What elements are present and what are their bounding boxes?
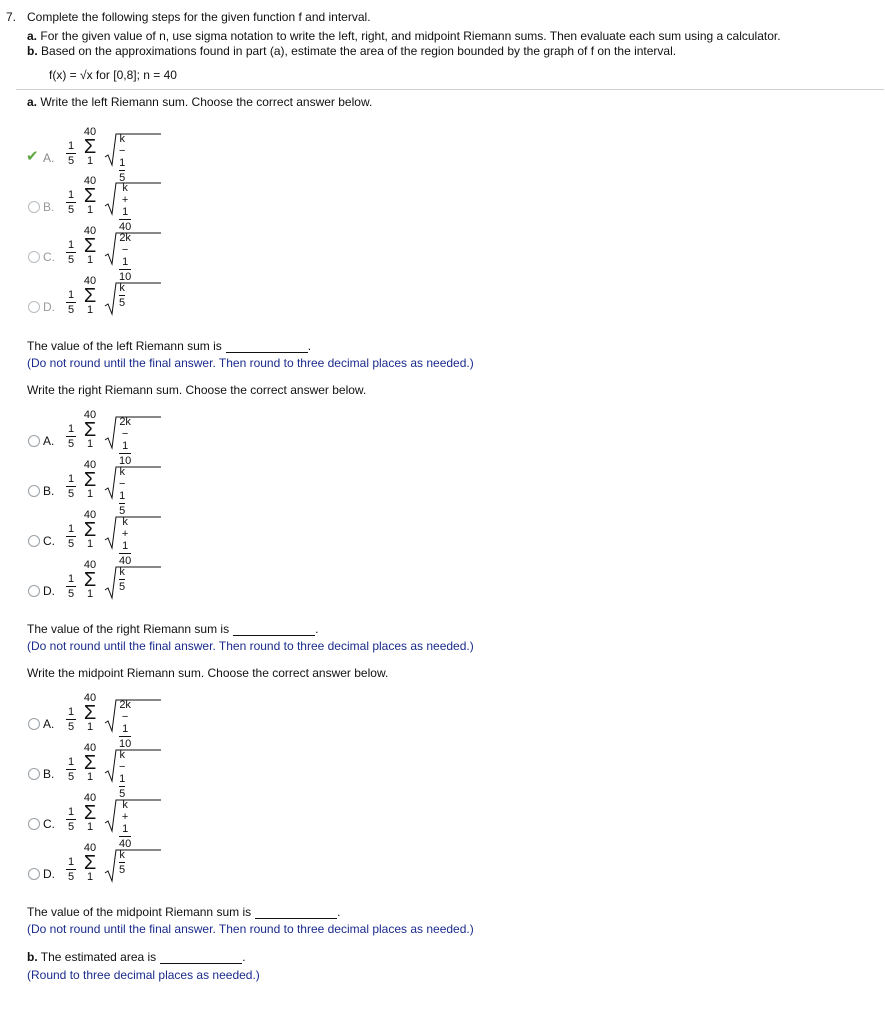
radicand-denominator: 5 xyxy=(119,297,126,309)
coefficient-numerator: 1 xyxy=(67,523,75,535)
fraction-bar xyxy=(66,819,76,820)
coefficient-fraction xyxy=(66,189,76,216)
radicand-numerator: k − 1 xyxy=(119,133,126,169)
part-b-result-label: b. xyxy=(27,950,38,964)
sigma-icon: Σ xyxy=(83,519,97,541)
radicand-numerator: k + 1 xyxy=(121,799,129,835)
question-title: Complete the following steps for the given function f and interval. xyxy=(27,10,371,24)
coefficient-denominator: 5 xyxy=(67,254,75,266)
radicand-numerator: k xyxy=(119,566,125,578)
fraction-bar xyxy=(66,719,76,720)
fraction-bar xyxy=(66,536,76,537)
coefficient-fraction xyxy=(66,239,76,266)
sum-lower-limit: 1 xyxy=(86,871,94,883)
fraction-bar xyxy=(66,153,76,154)
radio-button[interactable] xyxy=(28,868,40,880)
choice-letter: C. xyxy=(43,534,55,548)
coefficient-numerator: 1 xyxy=(67,473,75,485)
coefficient-denominator: 5 xyxy=(67,204,75,216)
summation xyxy=(79,743,101,783)
fraction-bar xyxy=(66,202,76,203)
choice-letter: C. xyxy=(43,250,55,264)
choice-letter: A. xyxy=(43,434,55,448)
radicand-denominator: 5 xyxy=(119,788,126,800)
radicand-denominator: 5 xyxy=(119,864,126,876)
fraction-bar xyxy=(66,486,76,487)
radio-button[interactable] xyxy=(28,301,40,313)
summation xyxy=(79,460,101,500)
radicand-numerator: 2k − 1 xyxy=(119,416,131,452)
sum-upper-limit: 40 xyxy=(83,792,97,804)
radicand-denominator: 10 xyxy=(119,455,132,467)
sigma-icon: Σ xyxy=(83,702,97,724)
fraction-bar xyxy=(66,769,76,770)
fraction-bar xyxy=(119,579,125,580)
radicand-denominator: 40 xyxy=(119,221,132,233)
part-a-heading-label: a. xyxy=(27,95,38,109)
coefficient-fraction xyxy=(66,806,76,833)
midpoint-result-label: The value of the midpoint Riemann sum is xyxy=(27,905,252,919)
coefficient-fraction xyxy=(66,756,76,783)
choice-letter: D. xyxy=(43,300,55,314)
sigma-icon: Σ xyxy=(83,235,97,257)
part-b-instruction xyxy=(27,44,676,58)
radio-button[interactable] xyxy=(28,585,40,597)
coefficient-denominator: 5 xyxy=(67,304,75,316)
coefficient-fraction xyxy=(66,423,76,450)
radio-button[interactable] xyxy=(28,535,40,547)
fraction-bar xyxy=(66,252,76,253)
radical-sign-icon xyxy=(103,133,163,167)
radicand-fraction xyxy=(117,182,133,233)
radicand-numerator: k + 1 xyxy=(121,516,129,552)
divider xyxy=(16,89,884,90)
summation xyxy=(79,276,101,316)
part-a-text: For the given value of n, use sigma notation to write the left, right, and midpoint Riemann sums. Then evaluate each sum using a calculator. xyxy=(40,29,781,43)
part-b-result-text: The estimated area is xyxy=(40,950,157,964)
radicand-numerator: k − 1 xyxy=(119,749,126,785)
radical-sign-icon xyxy=(103,749,163,783)
choice-letter: B. xyxy=(43,484,55,498)
sum-upper-limit: 40 xyxy=(83,459,97,471)
right-result-label: The value of the right Riemann sum is xyxy=(27,622,230,636)
coefficient-numerator: 1 xyxy=(67,423,75,435)
sum-lower-limit: 1 xyxy=(86,721,94,733)
sigma-icon: Σ xyxy=(83,185,97,207)
fraction-bar xyxy=(119,453,131,454)
radicand-denominator: 10 xyxy=(119,271,132,283)
sigma-icon: Σ xyxy=(83,852,97,874)
fraction-bar xyxy=(119,170,125,171)
coefficient-numerator: 1 xyxy=(67,189,75,201)
radicand-numerator: 2k − 1 xyxy=(119,232,131,268)
radicand-denominator: 40 xyxy=(119,838,132,850)
radio-button[interactable] xyxy=(28,768,40,780)
choice-letter: C. xyxy=(43,817,55,831)
fraction-bar xyxy=(119,786,125,787)
sum-lower-limit: 1 xyxy=(86,204,94,216)
sum-lower-limit: 1 xyxy=(86,254,94,266)
radio-button[interactable] xyxy=(28,718,40,730)
coefficient-numerator: 1 xyxy=(67,239,75,251)
coefficient-numerator: 1 xyxy=(67,756,75,768)
coefficient-denominator: 5 xyxy=(67,438,75,450)
sum-lower-limit: 1 xyxy=(86,771,94,783)
sum-upper-limit: 40 xyxy=(83,225,97,237)
radicand-denominator: 5 xyxy=(119,505,126,517)
left-result-line: The value of the left Riemann sum is . xyxy=(27,339,312,353)
sigma-icon: Σ xyxy=(83,285,97,307)
midpoint-sum-heading: Write the midpoint Riemann sum. Choose the correct answer below. xyxy=(27,666,389,680)
sigma-icon: Σ xyxy=(83,469,97,491)
coefficient-fraction xyxy=(66,573,76,600)
sigma-icon: Σ xyxy=(83,802,97,824)
part-b-label: b. xyxy=(27,44,38,58)
sum-lower-limit: 1 xyxy=(86,488,94,500)
sigma-icon: Σ xyxy=(83,419,97,441)
fraction-bar xyxy=(119,219,131,220)
radicand-fraction xyxy=(117,133,127,184)
midpoint-note: (Do not round until the final answer. Then round to three decimal places as needed.) xyxy=(27,922,474,936)
part-b-result-line: b. The estimated area is . xyxy=(27,950,246,964)
sum-upper-limit: 40 xyxy=(83,842,97,854)
coefficient-denominator: 5 xyxy=(67,538,75,550)
question-number: 7. xyxy=(6,10,17,24)
summation xyxy=(79,127,101,167)
sum-lower-limit: 1 xyxy=(86,538,94,550)
coefficient-numerator: 1 xyxy=(67,806,75,818)
fraction-bar xyxy=(119,836,131,837)
summation xyxy=(79,176,101,216)
part-b-note: (Round to three decimal places as needed.) xyxy=(27,968,260,982)
summation xyxy=(79,793,101,833)
right-sum-heading: Write the right Riemann sum. Choose the correct answer below. xyxy=(27,383,367,397)
function-definition: f(x) = √x for [0,8]; n = 40 xyxy=(49,68,177,82)
radicand-fraction xyxy=(117,516,133,567)
coefficient-numerator: 1 xyxy=(67,140,75,152)
sum-upper-limit: 40 xyxy=(83,175,97,187)
sum-lower-limit: 1 xyxy=(86,438,94,450)
choice-letter: B. xyxy=(43,767,55,781)
right-note: (Do not round until the final answer. Then round to three decimal places as needed.) xyxy=(27,639,474,653)
right-sum-answer-input[interactable] xyxy=(233,623,315,636)
radicand-numerator: 2k − 1 xyxy=(119,699,131,735)
radical-sign-icon xyxy=(103,566,163,600)
radicand-fraction xyxy=(117,416,133,467)
summation xyxy=(79,560,101,600)
radicand-denominator: 5 xyxy=(119,172,126,184)
radicand-denominator: 5 xyxy=(119,581,126,593)
choice-letter: B. xyxy=(43,200,55,214)
radical-sign-icon xyxy=(103,466,163,500)
coefficient-denominator: 5 xyxy=(67,155,75,167)
sum-upper-limit: 40 xyxy=(83,509,97,521)
radical-sign-icon xyxy=(103,849,163,883)
radicand-fraction xyxy=(117,799,133,850)
fraction-bar xyxy=(119,553,131,554)
sigma-icon: Σ xyxy=(83,136,97,158)
sum-upper-limit: 40 xyxy=(83,409,97,421)
coefficient-fraction xyxy=(66,856,76,883)
summation xyxy=(79,843,101,883)
checkmark-icon: ✔ xyxy=(26,148,39,165)
radical-sign-icon xyxy=(103,282,163,316)
sum-lower-limit: 1 xyxy=(86,304,94,316)
coefficient-numerator: 1 xyxy=(67,289,75,301)
fraction-bar xyxy=(66,436,76,437)
radicand-fraction xyxy=(117,232,133,283)
radicand-fraction xyxy=(117,699,133,750)
left-sum-heading-text: Write the left Riemann sum. Choose the correct answer below. xyxy=(40,95,373,109)
radio-button[interactable] xyxy=(28,251,40,263)
radicand-denominator: 10 xyxy=(119,738,132,750)
sum-lower-limit: 1 xyxy=(86,821,94,833)
coefficient-denominator: 5 xyxy=(67,488,75,500)
fraction-bar xyxy=(119,862,125,863)
coefficient-numerator: 1 xyxy=(67,706,75,718)
choice-letter: D. xyxy=(43,584,55,598)
radicand-fraction xyxy=(117,282,127,309)
radicand-fraction xyxy=(117,566,127,593)
summation xyxy=(79,410,101,450)
coefficient-numerator: 1 xyxy=(67,573,75,585)
midpoint-result-line: The value of the midpoint Riemann sum is . xyxy=(27,905,341,919)
radio-button[interactable] xyxy=(28,201,40,213)
sum-upper-limit: 40 xyxy=(83,559,97,571)
coefficient-fraction xyxy=(66,289,76,316)
sigma-icon: Σ xyxy=(83,752,97,774)
sum-upper-limit: 40 xyxy=(83,126,97,138)
radicand-numerator: k + 1 xyxy=(121,182,129,218)
left-sum-heading xyxy=(27,95,372,109)
estimated-area-input[interactable] xyxy=(160,951,242,964)
part-a-label: a. xyxy=(27,29,38,43)
summation xyxy=(79,693,101,733)
part-a-instruction xyxy=(27,29,781,43)
radicand-denominator: 40 xyxy=(119,555,132,567)
coefficient-numerator: 1 xyxy=(67,856,75,868)
radicand-fraction xyxy=(117,849,127,876)
radicand-fraction xyxy=(117,466,127,517)
coefficient-denominator: 5 xyxy=(67,721,75,733)
coefficient-fraction xyxy=(66,140,76,167)
fraction-bar xyxy=(119,736,131,737)
summation xyxy=(79,226,101,266)
radicand-numerator: k xyxy=(119,282,125,294)
radio-button[interactable] xyxy=(28,435,40,447)
choice-letter: A. xyxy=(43,717,55,731)
coefficient-denominator: 5 xyxy=(67,588,75,600)
radicand-numerator: k − 1 xyxy=(119,466,126,502)
coefficient-denominator: 5 xyxy=(67,821,75,833)
choice-letter: A. xyxy=(43,151,55,165)
midpoint-sum-answer-input[interactable] xyxy=(255,906,337,919)
fraction-bar xyxy=(119,295,125,296)
sum-upper-limit: 40 xyxy=(83,275,97,287)
coefficient-fraction xyxy=(66,523,76,550)
left-result-label: The value of the left Riemann sum is xyxy=(27,339,222,353)
right-result-line: The value of the right Riemann sum is . xyxy=(27,622,319,636)
fraction-bar xyxy=(66,869,76,870)
coefficient-fraction xyxy=(66,706,76,733)
radicand-numerator: k xyxy=(119,849,125,861)
fraction-bar xyxy=(119,503,125,504)
sum-upper-limit: 40 xyxy=(83,742,97,754)
left-sum-answer-input[interactable] xyxy=(226,340,308,353)
choice-letter: D. xyxy=(43,867,55,881)
left-note: (Do not round until the final answer. Then round to three decimal places as needed.) xyxy=(27,356,474,370)
coefficient-fraction xyxy=(66,473,76,500)
sum-lower-limit: 1 xyxy=(86,155,94,167)
part-b-text: Based on the approximations found in part (a), estimate the area of the region bounded by the graph of f on the interval. xyxy=(41,44,677,58)
radicand-fraction xyxy=(117,749,127,800)
radio-button[interactable] xyxy=(28,485,40,497)
coefficient-denominator: 5 xyxy=(67,771,75,783)
sum-upper-limit: 40 xyxy=(83,692,97,704)
radio-button[interactable] xyxy=(28,818,40,830)
sum-lower-limit: 1 xyxy=(86,588,94,600)
fraction-bar xyxy=(66,302,76,303)
coefficient-denominator: 5 xyxy=(67,871,75,883)
sigma-icon: Σ xyxy=(83,569,97,591)
fraction-bar xyxy=(66,586,76,587)
summation xyxy=(79,510,101,550)
fraction-bar xyxy=(119,269,131,270)
